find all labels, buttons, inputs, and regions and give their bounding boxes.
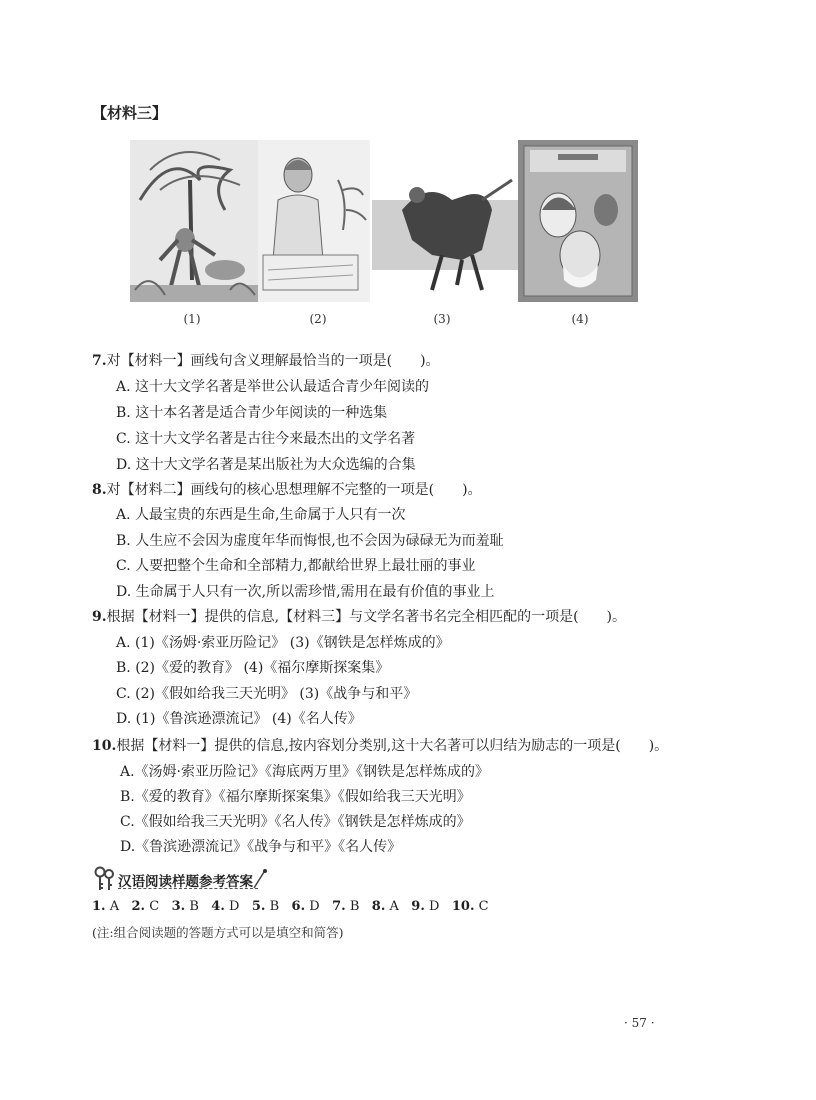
- q9-option-c: C. (2)《假如给我三天光明》 (3)《战争与和平》: [116, 686, 418, 702]
- question-stem: 根据【材料一】提供的信息,按内容划分类别,这十大名著可以归结为励志的一项是( )。: [116, 738, 669, 754]
- q10-option-c: C.《假如给我三天光明》《名人传》《钢铁是怎样炼成的》: [120, 814, 471, 830]
- q7-option-b: B. 这十本名著是适合青少年阅读的一种选集: [116, 405, 388, 421]
- q7-option-d: D. 这十大文学名著是某出版社为大众选编的合集: [116, 457, 416, 473]
- image-caption-4: (4): [571, 312, 589, 326]
- question-number: 7.: [92, 353, 107, 369]
- q10-option-b: B.《爱的教育》《福尔摩斯探案集》《假如给我三天光明》: [120, 789, 471, 805]
- q8-option-d: D. 生命属于人只有一次,所以需珍惜,需用在最有价值的事业上: [116, 584, 495, 600]
- q9-option-a: A. (1)《汤姆·索亚历险记》 (3)《钢铁是怎样炼成的》: [116, 635, 450, 651]
- answer-key: 1. A 2. C 3. B 4. D 5. B 6. D 7. B 8. A 9. D 10. C: [92, 899, 489, 914]
- illustration-3: [372, 140, 518, 302]
- q7-option-a: A. 这十大文学名著是举世公认最适合青少年阅读的: [116, 379, 430, 395]
- q8-option-b: B. 人生应不会因为虚度年华而悔恨,也不会因为碌碌无为而羞耻: [116, 533, 504, 549]
- image-caption-2: (2): [309, 312, 327, 326]
- question-number: 10.: [92, 738, 117, 754]
- q10-option-d: D.《鲁滨逊漂流记》《战争与和平》《名人传》: [120, 839, 402, 855]
- section-title: 【材料三】: [92, 104, 168, 122]
- q8-option-c: C. 人要把整个生命和全部精力,都献给世界上最壮丽的事业: [116, 558, 476, 574]
- q9-option-d: D. (1)《鲁滨逊漂流记》 (4)《名人传》: [116, 711, 362, 727]
- keys-icon: [92, 866, 116, 892]
- q7-option-c: C. 这十大文学名著是古往今来最杰出的文学名著: [116, 431, 416, 447]
- pen-icon: [252, 868, 268, 890]
- illustration-1: [130, 140, 258, 302]
- question-8: [92, 481, 482, 499]
- illustration-4-book-cover: [518, 140, 638, 302]
- answer-section-title: 汉语阅读样题参考答案: [118, 874, 253, 890]
- title-underline: [118, 888, 258, 889]
- question-stem: 根据【材料一】提供的信息,【材料三】与文学名著书名完全相匹配的一项是( )。: [106, 609, 626, 625]
- question-7: [92, 352, 440, 370]
- illustration-2: [258, 140, 370, 302]
- question-9: [92, 608, 626, 626]
- question-stem: 对【材料二】画线句的核心思想理解不完整的一项是( )。: [106, 482, 482, 498]
- answer-section-header: [92, 866, 282, 892]
- q8-option-a: A. 人最宝贵的东西是生命,生命属于人只有一次: [116, 507, 406, 523]
- question-stem: 对【材料一】画线句含义理解最恰当的一项是( )。: [106, 353, 440, 369]
- page-number: · 57 ·: [624, 1016, 655, 1030]
- answer-note: (注:组合阅读题的答题方式可以是填空和简答): [92, 925, 344, 940]
- image-caption-3: (3): [433, 312, 451, 326]
- question-number: 9.: [92, 609, 107, 625]
- question-10: [92, 737, 668, 755]
- q9-option-b: B. (2)《爱的教育》 (4)《福尔摩斯探案集》: [116, 660, 390, 676]
- q10-option-a: A.《汤姆·索亚历险记》《海底两万里》《钢铁是怎样炼成的》: [120, 764, 490, 780]
- image-caption-1: (1): [183, 312, 201, 326]
- question-number: 8.: [92, 482, 107, 498]
